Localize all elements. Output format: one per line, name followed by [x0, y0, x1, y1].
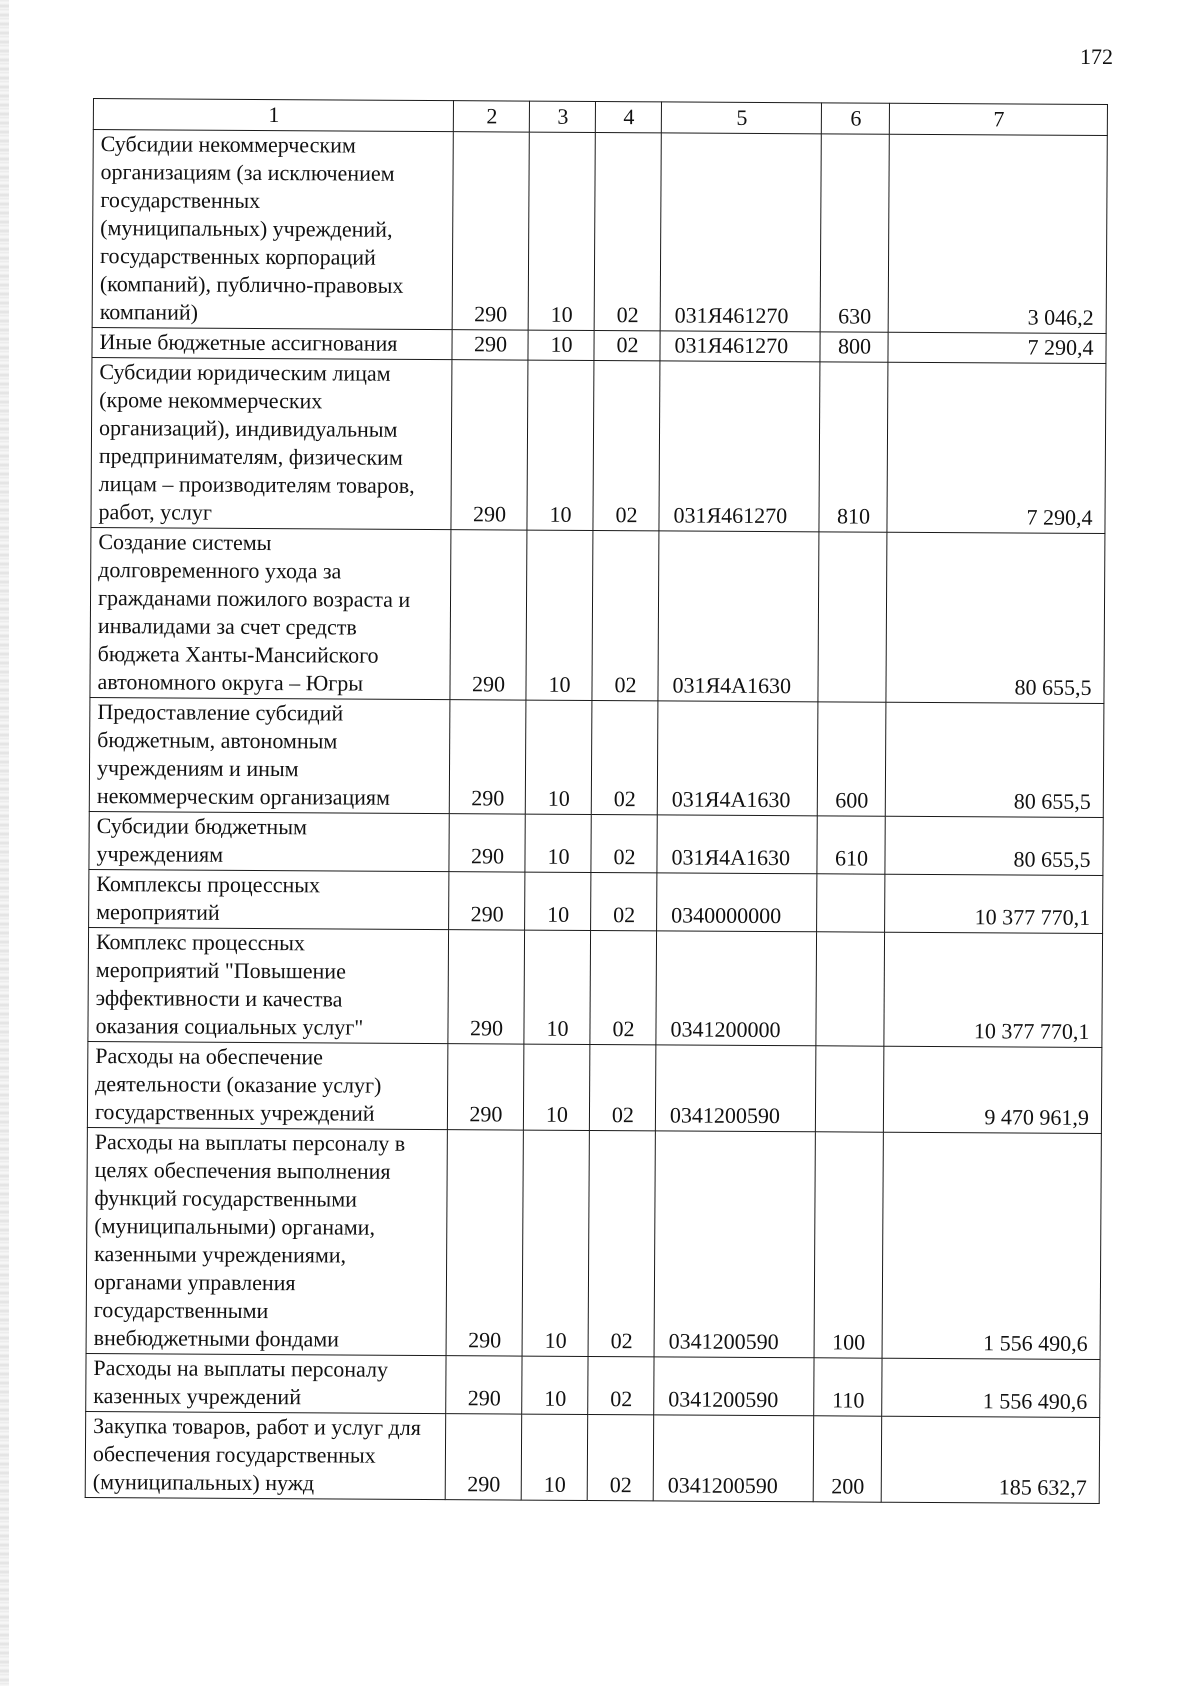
row-expense-type-cell: [815, 1046, 884, 1132]
row-target-article-cell: 031Я461270: [659, 361, 820, 532]
row-expense-type-cell: 800: [820, 332, 888, 362]
row-name-cell: Субсидии некоммерческим организациям (за исключением государственных (муниципальных) учреждений, государственных корпораций (компаний), публично-правовых компаний): [92, 130, 453, 330]
row-gr-code-cell: 290: [448, 930, 525, 1044]
row-target-article-cell: 0341200590: [653, 1415, 814, 1502]
row-section-cell: 10: [526, 530, 593, 700]
row-subsection-cell: 02: [589, 1044, 656, 1130]
page-number: 172: [1080, 44, 1113, 69]
table-row: [89, 869, 1103, 933]
row-amount-cell: 9 470 961,9: [883, 1046, 1102, 1133]
row-expense-type-cell: [818, 532, 887, 702]
row-subsection-cell: 02: [594, 132, 661, 330]
row-gr-code-cell: 290: [449, 814, 525, 872]
row-amount-cell: 80 655,5: [885, 702, 1104, 817]
budget-table: [85, 98, 1108, 1504]
row-amount-cell: 7 290,4: [887, 362, 1106, 533]
row-name-cell: Комплексы процессных мероприятий: [89, 869, 449, 929]
row-section-cell: 10: [525, 814, 591, 872]
table-row: [86, 1127, 1101, 1359]
row-gr-code-cell: 290: [446, 1356, 522, 1414]
row-section-cell: 10: [524, 930, 591, 1044]
row-gr-code-cell: 290: [449, 872, 525, 930]
row-amount-cell: 80 655,5: [885, 816, 1103, 875]
row-section-cell: 10: [527, 360, 594, 530]
row-subsection-cell: 02: [591, 700, 658, 814]
row-amount-cell: 10 377 770,1: [884, 932, 1103, 1047]
row-amount-cell: 7 290,4: [888, 332, 1106, 363]
row-amount-cell: 10 377 770,1: [885, 874, 1103, 933]
row-gr-code-cell: 290: [447, 1044, 524, 1130]
row-name-cell: Закупка товаров, работ и услуг для обеспечения государственных (муниципальных) нужд: [85, 1411, 446, 1499]
table-row: [89, 697, 1104, 817]
header-col-4: 4: [595, 101, 661, 132]
row-name-cell: Субсидии юридическим лицам (кроме некоммерческих организаций), индивидуальным предпринимателям, физическим лицам – производителям товаров, работ, услуг: [91, 357, 452, 529]
header-col-7: 7: [889, 103, 1107, 135]
row-subsection-cell: 02: [591, 872, 657, 930]
row-subsection-cell: 02: [592, 530, 659, 700]
row-target-article-cell: 031Я461270: [660, 331, 820, 362]
row-amount-cell: 80 655,5: [886, 532, 1105, 703]
table-row: [90, 527, 1105, 703]
row-amount-cell: 1 556 490,6: [882, 1358, 1100, 1417]
row-amount-cell: 3 046,2: [888, 134, 1107, 333]
row-section-cell: 10: [523, 1044, 590, 1130]
row-name-cell: Создание системы долговременного ухода за гражданами пожилого возраста и инвалидами за счет средств бюджета Ханты-Мансийского автономного округа – Югры: [90, 527, 451, 699]
row-gr-code-cell: 290: [446, 1130, 523, 1356]
row-gr-code-cell: 290: [450, 530, 527, 700]
row-target-article-cell: 0341200590: [654, 1131, 815, 1358]
row-target-article-cell: 0340000000: [657, 873, 817, 932]
header-col-3: 3: [529, 101, 595, 132]
row-subsection-cell: 02: [593, 360, 660, 530]
budget-table-wrapper: [85, 98, 1108, 1504]
table-row: [86, 1353, 1100, 1417]
header-col-6: 6: [821, 103, 889, 134]
row-subsection-cell: 02: [590, 930, 657, 1044]
row-target-article-cell: 031Я4А1630: [657, 701, 818, 816]
row-expense-type-cell: 200: [813, 1416, 882, 1502]
row-gr-code-cell: 290: [451, 360, 528, 530]
row-section-cell: 10: [528, 330, 594, 360]
row-section-cell: 10: [522, 1356, 588, 1414]
row-expense-type-cell: [816, 932, 885, 1046]
row-target-article-cell: 031Я4А1630: [658, 531, 819, 702]
row-target-article-cell: 0341200590: [655, 1045, 816, 1132]
row-subsection-cell: 02: [588, 1356, 654, 1414]
row-gr-code-cell: 290: [449, 700, 526, 814]
table-row: [91, 357, 1106, 533]
row-name-cell: Предоставление субсидий бюджетным, автономным учреждениям и иным некоммерческим организациям: [89, 697, 450, 813]
row-section-cell: 10: [525, 700, 592, 814]
row-target-article-cell: 031Я461270: [660, 133, 821, 332]
table-body: [85, 130, 1107, 1504]
table-row: [92, 130, 1107, 334]
row-expense-type-cell: 110: [814, 1358, 882, 1416]
row-amount-cell: 1 556 490,6: [882, 1132, 1101, 1359]
row-target-article-cell: 0341200590: [654, 1357, 814, 1416]
scan-edge: [0, 0, 9, 1686]
row-gr-code-cell: 290: [452, 330, 528, 360]
row-name-cell: Расходы на обеспечение деятельности (оказание услуг) государственных учреждений: [87, 1041, 448, 1129]
row-expense-type-cell: 810: [819, 362, 888, 532]
row-name-cell: Расходы на выплаты персоналу казенных учреждений: [86, 1353, 446, 1413]
row-subsection-cell: 02: [587, 1414, 654, 1500]
row-expense-type-cell: 100: [814, 1132, 883, 1358]
row-expense-type-cell: 600: [817, 702, 886, 816]
row-section-cell: 10: [525, 872, 591, 930]
row-name-cell: Расходы на выплаты персоналу в целях обеспечения выполнения функций государственными (муниципальными) органами, казенными учреждениями, органами управления государственными внебюджетными фондами: [86, 1127, 447, 1355]
table-row: [88, 927, 1103, 1047]
row-name-cell: Иные бюджетные ассигнования: [92, 327, 452, 359]
row-name-cell: Комплекс процессных мероприятий "Повышение эффективности и качества оказания социальных услуг": [88, 927, 449, 1043]
row-subsection-cell: 02: [588, 1130, 655, 1356]
row-target-article-cell: 0341200000: [656, 931, 817, 1046]
table-row: [89, 811, 1103, 875]
row-section-cell: 10: [521, 1414, 588, 1500]
row-target-article-cell: 031Я4А1630: [657, 815, 817, 874]
row-subsection-cell: 02: [594, 330, 660, 360]
header-col-2: 2: [453, 101, 529, 132]
row-expense-type-cell: 610: [817, 816, 885, 874]
table-row: [85, 1411, 1099, 1503]
row-gr-code-cell: 290: [445, 1414, 522, 1500]
header-col-5: 5: [661, 102, 821, 134]
row-subsection-cell: 02: [591, 814, 657, 872]
row-name-cell: Субсидии бюджетным учреждениям: [89, 811, 449, 871]
row-gr-code-cell: 290: [452, 132, 529, 330]
row-amount-cell: 185 632,7: [881, 1416, 1100, 1503]
row-expense-type-cell: [817, 874, 885, 932]
row-section-cell: 10: [522, 1130, 589, 1356]
row-section-cell: 10: [528, 132, 595, 330]
row-expense-type-cell: 630: [820, 134, 889, 332]
table-row: [87, 1041, 1101, 1133]
header-col-1: 1: [93, 99, 453, 132]
